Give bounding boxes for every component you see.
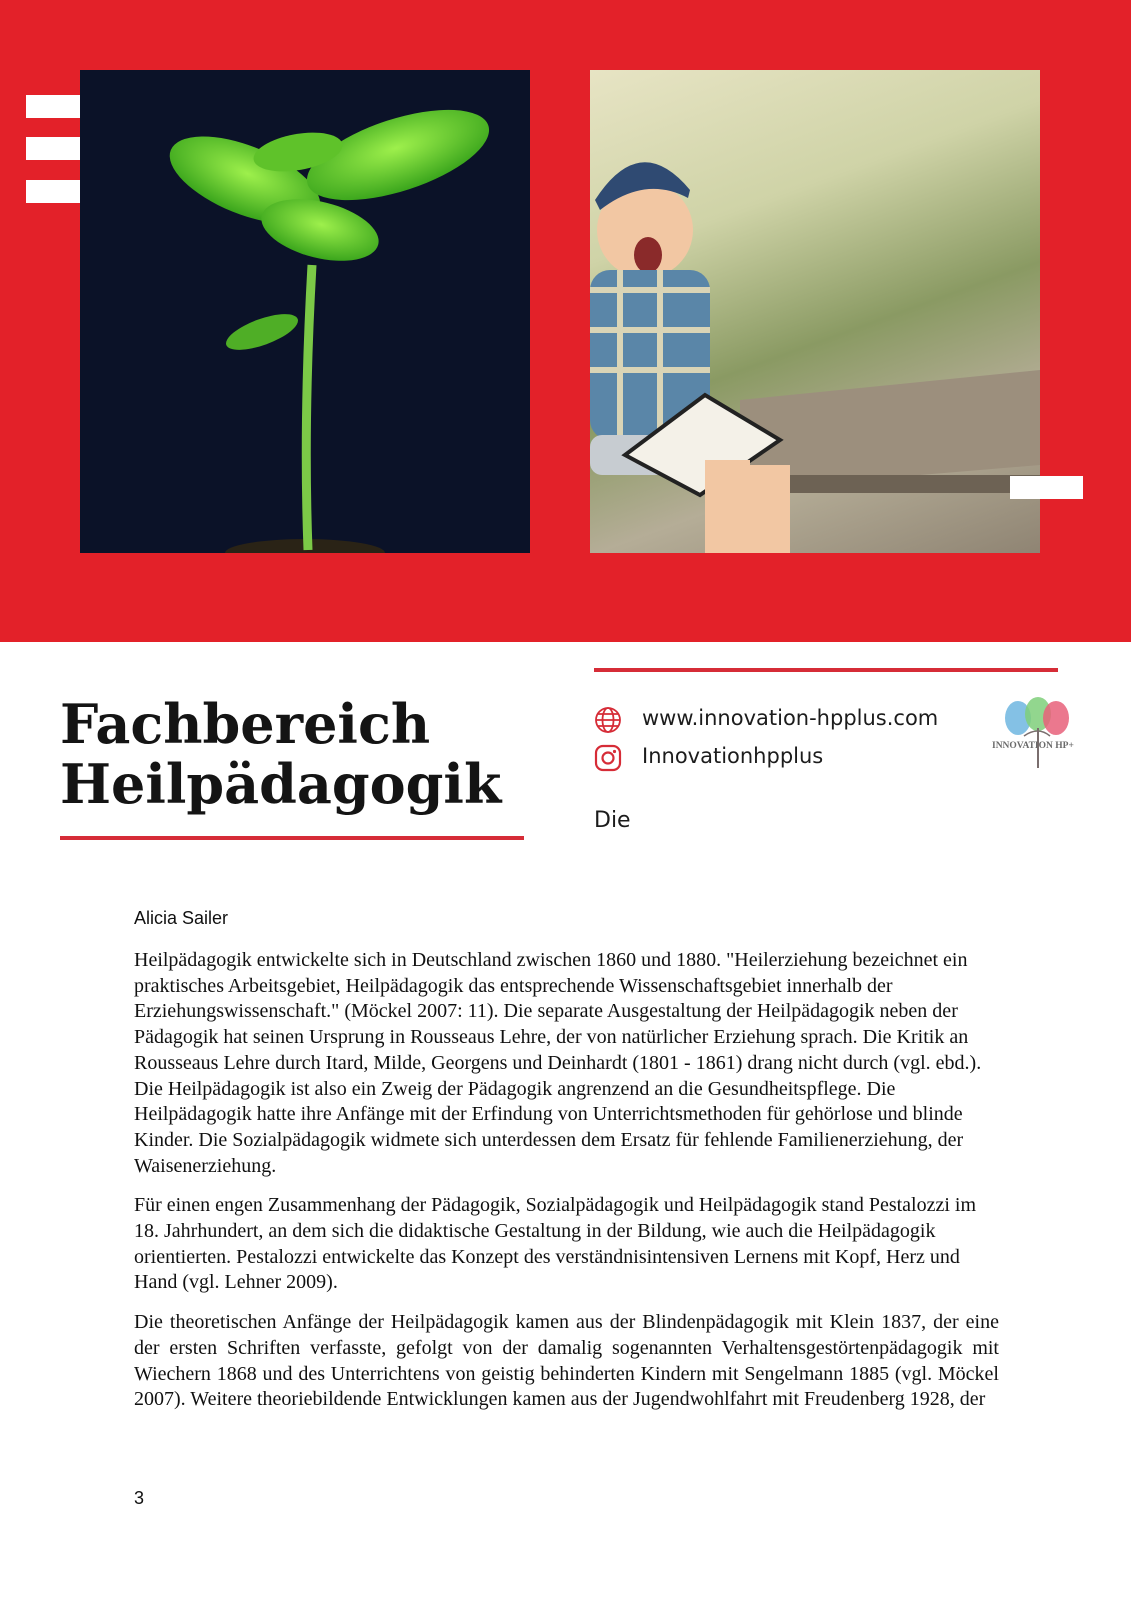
paragraph-3: Die theoretischen Anfänge der Heilpädagogik kamen aus der Blindenpädagogik mit Klein 1837, der eine der ersten Schriften verfasste, gefolgt von der damalig sogenannten Verhaltensgestörtenpädagogik mit Wiechern 1868 und des Unterrichtens von geistig behinderten Kindern mit Sengelmann 1885 (vgl. Möckel 2007). Weitere theoriebildende Entwicklungen kamen aus der Jugendwohlfahrt mit Freudenberg 1928, der: [134, 1311, 999, 1411]
contact-rule: [594, 668, 1058, 672]
logo-text: INNOVATION HP+: [992, 741, 1074, 751]
author-name: Alicia Sailer: [134, 908, 229, 928]
body-text: [134, 948, 999, 1427]
paragraph-1: Heilpädagogik entwickelte sich in Deutschland zwischen 1860 und 1880. "Heilerziehung bezeichnet ein praktisches Arbeitsgebiet, Heilpädagogik das entsprechende Wissenschaftsgebiet innerhalb der Erziehungswissenschaft." (Möckel 2007: 11). Die separate Ausgestaltung der Heilpädagogik neben der Pädagogik hat seinen Ursprung in Rousseaus Lehre, der von natürlicher Erziehung sprach. Die Kritik an Rousseaus Lehre durch Itard, Milde, Georgens und Deinhardt (1801 - 1861) drang nicht durch (vgl. ebd.). Die Heilpädagogik ist also ein Zweig der Pädagogik angrenzend an die Gesundheitspflege. Die Heilpädagogik hatte ihre Anfänge mit der Erfindung von Unterrichtsmethoden für gehörlose und blinde Kinder. Die Sozialpädagogik widmete sich unterdessen dem Ersatz für fehlende Familienerziehung, der Waisenerziehung.: [134, 949, 982, 1177]
title-underline: [60, 836, 524, 840]
text-fragment: Die: [594, 808, 631, 833]
seedling-photo: [80, 70, 530, 553]
paragraph-2: Für einen engen Zusammenhang der Pädagogik, Sozialpädagogik und Heilpädagogik stand Pestalozzi im 18. Jahrhundert, an dem sich die didaktische Gestaltung in der Bildung, wie auch die Heilpädagogik orientierten. Pestalozzi entwickelte das Konzept des verständnisintensiven Lernens mit Kopf, Herz und Hand (vgl. Lehner 2009).: [134, 1194, 977, 1294]
title-line-2: Heilpädagogik: [60, 752, 502, 816]
laughing-child-with-book-photo: [590, 70, 1040, 553]
instagram-icon: [594, 744, 622, 772]
globe-icon: [594, 706, 622, 734]
instagram-handle[interactable]: Innovationhpplus: [642, 744, 824, 768]
website-link[interactable]: www.innovation-hpplus.com: [642, 706, 939, 730]
page-title: [60, 694, 530, 814]
title-line-1: Fachbereich: [60, 692, 431, 756]
innovation-hp-logo: [990, 696, 1090, 786]
page-number: 3: [134, 1488, 145, 1508]
decorative-stripe: [1010, 476, 1083, 499]
